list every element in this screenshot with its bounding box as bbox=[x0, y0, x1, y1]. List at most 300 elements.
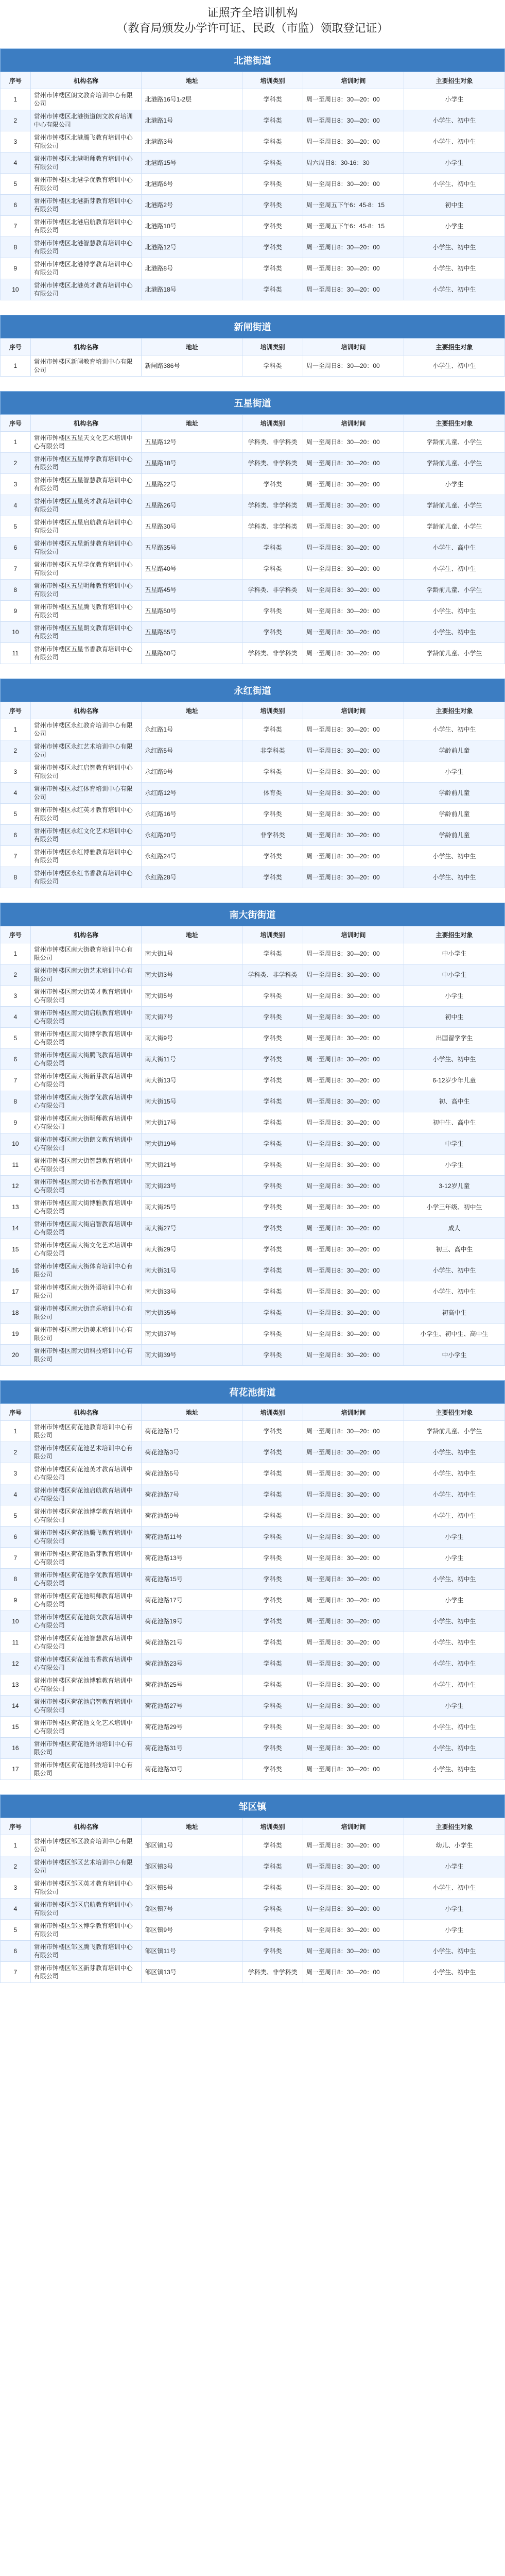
institution-name: 常州市钟楼区南大街新芽教育培训中心有限公司 bbox=[30, 1070, 142, 1091]
training-time: 周一至周日8：30—20：00 bbox=[303, 474, 404, 495]
row-number: 12 bbox=[1, 1176, 31, 1197]
row-number: 20 bbox=[1, 1345, 31, 1366]
institution-name: 常州市钟楼区邹区启航教育培训中心有限公司 bbox=[30, 1899, 142, 1920]
table-row bbox=[1, 1421, 505, 1442]
table-row bbox=[1, 1463, 505, 1484]
institution-table bbox=[0, 315, 505, 377]
address: 荷花池路5号 bbox=[142, 1463, 242, 1484]
training-time: 周一至周日8：30—20：00 bbox=[303, 1920, 404, 1941]
target-students: 小学生、初中生 bbox=[404, 1442, 504, 1463]
target-students: 学龄前儿童、小学生 bbox=[404, 453, 504, 474]
institution-name: 常州市钟楼区五星学优教育培训中心有限公司 bbox=[30, 558, 142, 580]
training-time: 周一至周日8：30—20：00 bbox=[303, 1941, 404, 1962]
training-category: 学科类 bbox=[242, 216, 303, 237]
target-students: 小学生 bbox=[404, 1856, 504, 1877]
training-category: 学科类 bbox=[242, 89, 303, 110]
row-number: 14 bbox=[1, 1218, 31, 1239]
institution-name: 常州市钟楼区南大街明师教育培训中心有限公司 bbox=[30, 1112, 142, 1133]
address: 荷花池路21号 bbox=[142, 1632, 242, 1653]
address: 荷花池路19号 bbox=[142, 1611, 242, 1632]
row-number: 5 bbox=[1, 1920, 31, 1941]
training-time: 周一至周日8：30—20：00 bbox=[303, 1962, 404, 1983]
training-category: 学科类 bbox=[242, 1548, 303, 1569]
target-students: 中学生 bbox=[404, 1133, 504, 1155]
institution-name: 常州市钟楼区五星启航教育培训中心有限公司 bbox=[30, 516, 142, 537]
table-row bbox=[1, 1941, 505, 1962]
row-number: 12 bbox=[1, 1653, 31, 1674]
target-students: 小学生、初中生、高中生 bbox=[404, 1324, 504, 1345]
training-category: 学科类 bbox=[242, 867, 303, 888]
table-row bbox=[1, 1632, 505, 1653]
column-header: 主要招生对象 bbox=[404, 338, 504, 355]
target-students: 小学生 bbox=[404, 152, 504, 174]
institution-name: 常州市钟楼区永红文化艺术培训中心有限公司 bbox=[30, 825, 142, 846]
row-number: 8 bbox=[1, 1569, 31, 1590]
table-row bbox=[1, 1091, 505, 1112]
institution-name: 常州市钟楼区荷花池教育培训中心有限公司 bbox=[30, 1421, 142, 1442]
address: 南大街7号 bbox=[142, 1007, 242, 1028]
column-header: 培训时间 bbox=[303, 702, 404, 719]
address: 南大街39号 bbox=[142, 1345, 242, 1366]
training-category: 学科类 bbox=[242, 355, 303, 377]
institution-name: 常州市钟楼区南大街启航教育培训中心有限公司 bbox=[30, 1007, 142, 1028]
training-time: 周一至周日8：30—20：00 bbox=[303, 1632, 404, 1653]
training-time: 周一至周日8：30—20：00 bbox=[303, 516, 404, 537]
row-number: 2 bbox=[1, 964, 31, 986]
table-row bbox=[1, 1218, 505, 1239]
table-row bbox=[1, 964, 505, 986]
address: 荷花池路27号 bbox=[142, 1696, 242, 1717]
institution-name: 常州市钟楼区永红书香教育培训中心有限公司 bbox=[30, 867, 142, 888]
row-number: 10 bbox=[1, 279, 31, 300]
table-row bbox=[1, 1877, 505, 1899]
training-time: 周一至周日8：30—20：00 bbox=[303, 1877, 404, 1899]
table-row bbox=[1, 1070, 505, 1091]
table-row bbox=[1, 131, 505, 152]
table-row bbox=[1, 495, 505, 516]
training-time: 周一至周日8：30—20：00 bbox=[303, 258, 404, 279]
training-category: 学科类 bbox=[242, 1611, 303, 1632]
row-number: 3 bbox=[1, 474, 31, 495]
column-header: 培训时间 bbox=[303, 1404, 404, 1421]
institution-name: 常州市钟楼区北港新芽教育培训中心有限公司 bbox=[30, 195, 142, 216]
column-header: 机构名称 bbox=[30, 926, 142, 943]
row-number: 2 bbox=[1, 1442, 31, 1463]
row-number: 1 bbox=[1, 1835, 31, 1856]
training-time: 周一至周日8：30—20：00 bbox=[303, 1302, 404, 1324]
address: 五星路12号 bbox=[142, 432, 242, 453]
training-category: 非学科类 bbox=[242, 740, 303, 761]
table-row bbox=[1, 1674, 505, 1696]
training-time: 周六周日8：30-16：30 bbox=[303, 152, 404, 174]
training-category: 非学科类 bbox=[242, 825, 303, 846]
address: 五星路60号 bbox=[142, 643, 242, 664]
table-row bbox=[1, 1548, 505, 1569]
institution-name: 常州市钟楼区南大街学优教育培训中心有限公司 bbox=[30, 1091, 142, 1112]
district-section bbox=[0, 903, 505, 1366]
training-category: 学科类 bbox=[242, 1632, 303, 1653]
institution-name: 常州市钟楼区南大街体育培训中心有限公司 bbox=[30, 1260, 142, 1281]
institution-name: 常州市钟楼区邹区腾飞教育培训中心有限公司 bbox=[30, 1941, 142, 1962]
page-title: 证照齐全培训机构 bbox=[207, 6, 298, 19]
target-students: 小学生 bbox=[404, 1155, 504, 1176]
training-category: 学科类 bbox=[242, 1856, 303, 1877]
row-number: 7 bbox=[1, 1070, 31, 1091]
address: 南大街31号 bbox=[142, 1260, 242, 1281]
training-time: 周一至周五下午6：45-8：15 bbox=[303, 195, 404, 216]
institution-name: 常州市钟楼区永红艺术培训中心有限公司 bbox=[30, 740, 142, 761]
table-row bbox=[1, 1028, 505, 1049]
address: 北港路12号 bbox=[142, 237, 242, 258]
training-category: 学科类 bbox=[242, 1176, 303, 1197]
target-students: 学龄前儿童 bbox=[404, 825, 504, 846]
target-students: 小学生、初中生 bbox=[404, 1632, 504, 1653]
address: 北港路10号 bbox=[142, 216, 242, 237]
institution-name: 常州市钟楼区永红博雅教育培训中心有限公司 bbox=[30, 846, 142, 867]
training-category: 学科类 bbox=[242, 1112, 303, 1133]
table-row bbox=[1, 195, 505, 216]
institution-name: 常州市钟楼区南大街书香教育培训中心有限公司 bbox=[30, 1176, 142, 1197]
column-header: 序号 bbox=[1, 926, 31, 943]
training-time: 周一至周日8：30—20：00 bbox=[303, 964, 404, 986]
table-row bbox=[1, 846, 505, 867]
district-section bbox=[0, 1380, 505, 1780]
training-time: 周一至周日8：30—20：00 bbox=[303, 1049, 404, 1070]
target-students: 小学生 bbox=[404, 1548, 504, 1569]
training-category: 学科类、非学科类 bbox=[242, 580, 303, 601]
target-students: 小学生 bbox=[404, 1696, 504, 1717]
institution-table bbox=[0, 1380, 505, 1780]
institution-name: 常州市钟楼区邹区教育培训中心有限公司 bbox=[30, 1835, 142, 1856]
address: 荷花池路31号 bbox=[142, 1738, 242, 1759]
row-number: 9 bbox=[1, 601, 31, 622]
column-header: 地址 bbox=[142, 72, 242, 89]
table-row bbox=[1, 867, 505, 888]
training-time: 周一至周日8：30—20：00 bbox=[303, 1856, 404, 1877]
row-number: 6 bbox=[1, 1527, 31, 1548]
target-students: 学龄前儿童、小学生 bbox=[404, 1421, 504, 1442]
training-category: 学科类 bbox=[242, 1421, 303, 1442]
training-time: 周一至周日8：30—20：00 bbox=[303, 1028, 404, 1049]
target-students: 小学生、初中生 bbox=[404, 719, 504, 740]
row-number: 1 bbox=[1, 355, 31, 377]
institution-name: 常州市钟楼区荷花池腾飞教育培训中心有限公司 bbox=[30, 1527, 142, 1548]
training-time: 周一至周日8：30—20：00 bbox=[303, 1133, 404, 1155]
training-time: 周一至周五下午6：45-8：15 bbox=[303, 216, 404, 237]
district-section bbox=[0, 391, 505, 664]
institution-name: 常州市钟楼区荷花池学优教育培训中心有限公司 bbox=[30, 1569, 142, 1590]
address: 荷花池路17号 bbox=[142, 1590, 242, 1611]
table-row bbox=[1, 1962, 505, 1983]
district-section bbox=[0, 48, 505, 300]
table-row bbox=[1, 783, 505, 804]
training-category: 学科类 bbox=[242, 1049, 303, 1070]
address: 荷花池路7号 bbox=[142, 1484, 242, 1505]
training-category: 学科类、非学科类 bbox=[242, 516, 303, 537]
row-number: 13 bbox=[1, 1674, 31, 1696]
institution-table bbox=[0, 48, 505, 300]
institution-name: 常州市钟楼区五星智慧教育培训中心有限公司 bbox=[30, 474, 142, 495]
target-students: 小学生 bbox=[404, 89, 504, 110]
target-students: 学龄前儿童、小学生 bbox=[404, 580, 504, 601]
column-header: 机构名称 bbox=[30, 702, 142, 719]
target-students: 小学生、初中生 bbox=[404, 1717, 504, 1738]
institution-table bbox=[0, 903, 505, 1366]
target-students: 小学生 bbox=[404, 1527, 504, 1548]
address: 五星路40号 bbox=[142, 558, 242, 580]
target-students: 初中生、高中生 bbox=[404, 1112, 504, 1133]
training-time: 周一至周日8：30—20：00 bbox=[303, 740, 404, 761]
address: 南大街23号 bbox=[142, 1176, 242, 1197]
target-students: 小学生、初中生 bbox=[404, 1484, 504, 1505]
row-number: 3 bbox=[1, 761, 31, 783]
table-row bbox=[1, 719, 505, 740]
table-row bbox=[1, 1590, 505, 1611]
institution-name: 常州市钟楼区荷花池启智教育培训中心有限公司 bbox=[30, 1696, 142, 1717]
training-time: 周一至周日8：30—20：00 bbox=[303, 1899, 404, 1920]
target-students: 小学生、初中生 bbox=[404, 1049, 504, 1070]
training-time: 周一至周日8：30—20：00 bbox=[303, 601, 404, 622]
training-category: 学科类 bbox=[242, 1738, 303, 1759]
table-row bbox=[1, 1442, 505, 1463]
column-header: 地址 bbox=[142, 415, 242, 432]
institution-name: 常州市钟楼区荷花池英才教育培训中心有限公司 bbox=[30, 1463, 142, 1484]
district-section bbox=[0, 315, 505, 377]
table-row bbox=[1, 152, 505, 174]
address: 永红路16号 bbox=[142, 804, 242, 825]
training-category: 学科类 bbox=[242, 761, 303, 783]
row-number: 8 bbox=[1, 1091, 31, 1112]
training-category: 体育类 bbox=[242, 783, 303, 804]
table-row bbox=[1, 453, 505, 474]
table-row bbox=[1, 474, 505, 495]
row-number: 5 bbox=[1, 1505, 31, 1527]
table-row bbox=[1, 1112, 505, 1133]
table-row bbox=[1, 1176, 505, 1197]
column-header: 机构名称 bbox=[30, 1404, 142, 1421]
target-students: 小学生 bbox=[404, 216, 504, 237]
address: 南大街15号 bbox=[142, 1091, 242, 1112]
target-students: 小学三年级、初中生 bbox=[404, 1197, 504, 1218]
training-time: 周一至周日8：30—20：00 bbox=[303, 1324, 404, 1345]
target-students: 出国留学学生 bbox=[404, 1028, 504, 1049]
column-header: 培训时间 bbox=[303, 1818, 404, 1835]
column-header: 主要招生对象 bbox=[404, 415, 504, 432]
address: 荷花池路23号 bbox=[142, 1653, 242, 1674]
institution-name: 常州市钟楼区荷花池新芽教育培训中心有限公司 bbox=[30, 1548, 142, 1569]
training-time: 周一至周日8：30—20：00 bbox=[303, 174, 404, 195]
address: 南大街25号 bbox=[142, 1197, 242, 1218]
address: 永红路20号 bbox=[142, 825, 242, 846]
column-header: 主要招生对象 bbox=[404, 702, 504, 719]
address: 五星路45号 bbox=[142, 580, 242, 601]
address: 五星路55号 bbox=[142, 622, 242, 643]
target-students: 小学生、初中生 bbox=[404, 1962, 504, 1983]
table-row bbox=[1, 601, 505, 622]
training-time: 周一至周日8：30—20：00 bbox=[303, 495, 404, 516]
institution-name: 常州市钟楼区北港博学教育培训中心有限公司 bbox=[30, 258, 142, 279]
address: 邹区镇7号 bbox=[142, 1899, 242, 1920]
institution-name: 常州市钟楼区南大街启智教育培训中心有限公司 bbox=[30, 1218, 142, 1239]
row-number: 15 bbox=[1, 1239, 31, 1260]
address: 五星路18号 bbox=[142, 453, 242, 474]
training-time: 周一至周日8：30—20：00 bbox=[303, 432, 404, 453]
training-category: 学科类 bbox=[242, 1505, 303, 1527]
training-category: 学科类 bbox=[242, 1155, 303, 1176]
row-number: 4 bbox=[1, 1484, 31, 1505]
institution-name: 常州市钟楼区邹区艺术培训中心有限公司 bbox=[30, 1856, 142, 1877]
row-number: 8 bbox=[1, 867, 31, 888]
target-students: 小学生、初中生 bbox=[404, 1281, 504, 1302]
column-header: 培训时间 bbox=[303, 338, 404, 355]
institution-name: 常州市钟楼区荷花池启航教育培训中心有限公司 bbox=[30, 1484, 142, 1505]
training-category: 学科类 bbox=[242, 1590, 303, 1611]
table-row bbox=[1, 740, 505, 761]
table-row bbox=[1, 1155, 505, 1176]
address: 永红路28号 bbox=[142, 867, 242, 888]
row-number: 10 bbox=[1, 622, 31, 643]
training-category: 学科类 bbox=[242, 1696, 303, 1717]
address: 荷花池路9号 bbox=[142, 1505, 242, 1527]
training-time: 周一至周日8：30—20：00 bbox=[303, 453, 404, 474]
row-number: 4 bbox=[1, 783, 31, 804]
training-time: 周一至周日8：30—20：00 bbox=[303, 1569, 404, 1590]
training-time: 周一至周日8：30—20：00 bbox=[303, 1442, 404, 1463]
page-subtitle: （教育局颁发办学许可证、民政（市监）领取登记证） bbox=[116, 22, 389, 35]
training-time: 周一至周日8：30—20：00 bbox=[303, 1091, 404, 1112]
column-header: 机构名称 bbox=[30, 415, 142, 432]
target-students: 学龄前儿童 bbox=[404, 740, 504, 761]
row-number: 3 bbox=[1, 986, 31, 1007]
table-row bbox=[1, 1260, 505, 1281]
training-time: 周一至周日8：30—20：00 bbox=[303, 537, 404, 558]
institution-name: 常州市钟楼区永红启智教育培训中心有限公司 bbox=[30, 761, 142, 783]
training-time: 周一至周日8：30—20：00 bbox=[303, 1484, 404, 1505]
training-category: 学科类 bbox=[242, 1899, 303, 1920]
row-number: 3 bbox=[1, 1877, 31, 1899]
column-header: 主要招生对象 bbox=[404, 926, 504, 943]
training-time: 周一至周日8：30—20：00 bbox=[303, 1653, 404, 1674]
training-time: 周一至周日8：30—20：00 bbox=[303, 783, 404, 804]
column-header: 培训时间 bbox=[303, 72, 404, 89]
table-row bbox=[1, 558, 505, 580]
row-number: 2 bbox=[1, 740, 31, 761]
training-category: 学科类 bbox=[242, 1569, 303, 1590]
institution-name: 常州市钟楼区五星明师教育培训中心有限公司 bbox=[30, 580, 142, 601]
training-category: 学科类 bbox=[242, 1133, 303, 1155]
row-number: 13 bbox=[1, 1197, 31, 1218]
training-time: 周一至周日8：30—20：00 bbox=[303, 1696, 404, 1717]
training-category: 学科类、非学科类 bbox=[242, 643, 303, 664]
address: 邹区镇11号 bbox=[142, 1941, 242, 1962]
row-number: 1 bbox=[1, 432, 31, 453]
table-row bbox=[1, 355, 505, 377]
training-category: 学科类、非学科类 bbox=[242, 495, 303, 516]
target-students: 小学生、初中生 bbox=[404, 237, 504, 258]
section-title: 永红街道 bbox=[1, 679, 505, 702]
table-row bbox=[1, 1696, 505, 1717]
table-row bbox=[1, 1133, 505, 1155]
training-time: 周一至周日8：30—20：00 bbox=[303, 1070, 404, 1091]
training-time: 周一至周日8：30—20：00 bbox=[303, 1239, 404, 1260]
institution-name: 常州市钟楼区北港学优教育培训中心有限公司 bbox=[30, 174, 142, 195]
row-number: 16 bbox=[1, 1260, 31, 1281]
institution-name: 常州市钟楼区南大街博雅教育培训中心有限公司 bbox=[30, 1197, 142, 1218]
target-students: 6-12岁少年儿童 bbox=[404, 1070, 504, 1091]
target-students: 小学生 bbox=[404, 1899, 504, 1920]
column-header: 培训类别 bbox=[242, 338, 303, 355]
target-students: 小学生、初中生 bbox=[404, 1653, 504, 1674]
column-header: 培训类别 bbox=[242, 1818, 303, 1835]
target-students: 幼儿、小学生 bbox=[404, 1835, 504, 1856]
table-row bbox=[1, 1049, 505, 1070]
section-title: 新闸街道 bbox=[1, 315, 505, 338]
training-category: 学科类 bbox=[242, 1028, 303, 1049]
address: 北港路15号 bbox=[142, 152, 242, 174]
row-number: 2 bbox=[1, 453, 31, 474]
row-number: 8 bbox=[1, 237, 31, 258]
address: 荷花池路11号 bbox=[142, 1527, 242, 1548]
training-category: 学科类 bbox=[242, 174, 303, 195]
target-students: 小学生 bbox=[404, 986, 504, 1007]
section-title: 五星街道 bbox=[1, 392, 505, 415]
training-category: 学科类 bbox=[242, 601, 303, 622]
row-number: 7 bbox=[1, 216, 31, 237]
training-category: 学科类 bbox=[242, 1070, 303, 1091]
target-students: 3-12岁儿童 bbox=[404, 1176, 504, 1197]
address: 邹区镇1号 bbox=[142, 1835, 242, 1856]
training-category: 学科类 bbox=[242, 1920, 303, 1941]
column-header: 序号 bbox=[1, 72, 31, 89]
row-number: 5 bbox=[1, 516, 31, 537]
training-time: 周一至周日8：30—20：00 bbox=[303, 558, 404, 580]
institution-name: 常州市钟楼区北港明师教育培训中心有限公司 bbox=[30, 152, 142, 174]
training-time: 周一至周日8：30—20：00 bbox=[303, 719, 404, 740]
training-time: 周一至周日8：30—20：00 bbox=[303, 1218, 404, 1239]
column-header: 主要招生对象 bbox=[404, 1818, 504, 1835]
column-header: 培训类别 bbox=[242, 926, 303, 943]
target-students: 小学生、初中生 bbox=[404, 279, 504, 300]
institution-table bbox=[0, 679, 505, 888]
row-number: 4 bbox=[1, 1899, 31, 1920]
row-number: 7 bbox=[1, 1548, 31, 1569]
address: 南大街21号 bbox=[142, 1155, 242, 1176]
training-category: 学科类 bbox=[242, 1345, 303, 1366]
target-students: 小学生、初中生 bbox=[404, 601, 504, 622]
training-time: 周一至周日8：30—20：00 bbox=[303, 355, 404, 377]
section-title: 邹区镇 bbox=[1, 1795, 505, 1818]
training-category: 学科类 bbox=[242, 1674, 303, 1696]
training-time: 周一至周日8：30—20：00 bbox=[303, 1197, 404, 1218]
row-number: 11 bbox=[1, 643, 31, 664]
address: 北港路16号1-2层 bbox=[142, 89, 242, 110]
table-row bbox=[1, 1856, 505, 1877]
table-row bbox=[1, 622, 505, 643]
column-header: 序号 bbox=[1, 415, 31, 432]
target-students: 小学生、初中生 bbox=[404, 622, 504, 643]
target-students: 小学生、初中生 bbox=[404, 1759, 504, 1780]
target-students: 学龄前儿童、小学生 bbox=[404, 432, 504, 453]
target-students: 小学生、初中生 bbox=[404, 258, 504, 279]
institution-name: 常州市钟楼区五星书香教育培训中心有限公司 bbox=[30, 643, 142, 664]
table-row bbox=[1, 1197, 505, 1218]
target-students: 学龄前儿童 bbox=[404, 783, 504, 804]
table-row bbox=[1, 1835, 505, 1856]
column-header: 序号 bbox=[1, 338, 31, 355]
training-time: 周一至周日8：30—20：00 bbox=[303, 943, 404, 964]
table-row bbox=[1, 110, 505, 131]
target-students: 小学生 bbox=[404, 474, 504, 495]
